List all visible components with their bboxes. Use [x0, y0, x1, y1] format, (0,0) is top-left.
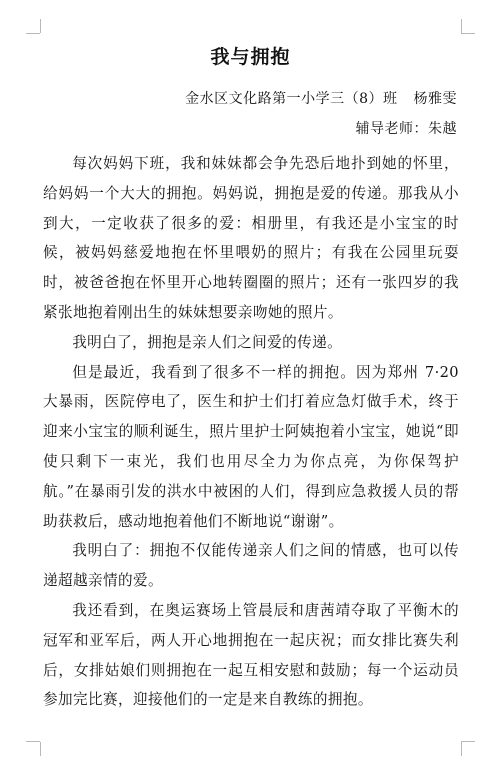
paragraph-3: 但是最近，我看到了很多不一样的拥抱。因为郑州 7·20 大暴雨，医院停电了，医生和护士们打着应急灯做手术，终于迎来小宝宝的顺利诞生，照片里护士阿姨抱着小宝宝，她说“即使只剩下一束光，我们也用尽全力为你点亮，为你保驾护航。”在暴雨引发的洪水中被困的人们，得到应急救援人员的帮助获救后，感动地抱着他们不断地说“谢谢”。 [43, 363, 459, 530]
author-byline [185, 89, 457, 109]
paragraph-1: 每次妈妈下班，我和妹妹都会争先恐后地扑到她的怀里，给妈妈一个大大的拥抱。妈妈说，拥抱是爱的传递。那我从小到大，一定收获了很多的爱：相册里，有我还是小宝宝的时候，被妈妈慈爱地抱在怀里喂奶的照片；有我在公园里玩耍时，被爸爸抱在怀里开心地转圈圈的照片；还有一张四岁的我紧张地抱着刚出生的妹妹想要亲吻她的照片。 [43, 155, 459, 321]
author-name: 杨雅雯 [413, 91, 457, 107]
paragraph-2: 我明白了，拥抱是亲人们之间爱的传递。 [72, 333, 343, 351]
crop-mark-bottom-right-v [461, 742, 462, 756]
crop-mark-top-left-v [40, 19, 41, 33]
crop-mark-top-right-v [461, 19, 462, 33]
advisor-line: 辅导老师：朱越 [355, 121, 457, 137]
author-school-class: 金水区文化路第一小学三（8）班 [185, 91, 398, 107]
paragraph-4: 我明白了：拥抱不仅能传递亲人们之间的情感，也可以传递超越亲情的爱。 [43, 542, 459, 590]
crop-mark-bottom-right-h [461, 741, 475, 742]
document-title: 我与拥抱 [210, 46, 291, 68]
paragraph-5: 我还看到，在奥运赛场上管晨辰和唐茜靖夺取了平衡木的冠军和亚军后，两人开心地拥抱在一起庆祝；而女排比赛失利后，女排姑娘们则拥抱在一起互相安慰和鼓励；每一个运动员参加完比赛，迎接他们的一定是来自教练的拥抱。 [43, 601, 459, 709]
essay-body [43, 149, 459, 715]
crop-mark-bottom-left-v [40, 742, 41, 756]
crop-mark-top-right-h [461, 33, 475, 34]
crop-mark-top-left-h [26, 33, 40, 34]
crop-mark-bottom-left-h [26, 741, 40, 742]
